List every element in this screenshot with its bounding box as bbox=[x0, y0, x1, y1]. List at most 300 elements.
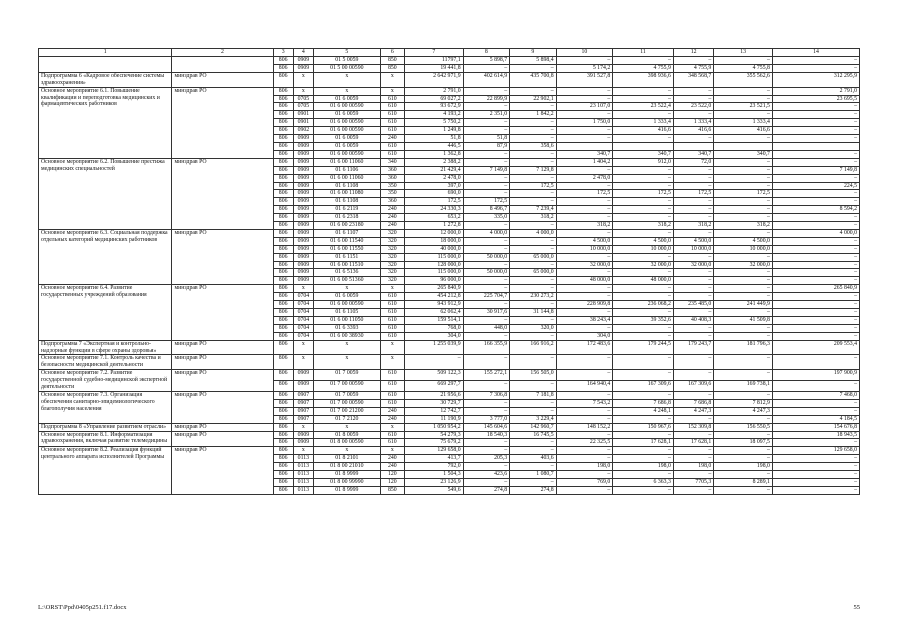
budget-code-cell: 240 bbox=[380, 463, 404, 471]
budget-code-cell: 0705 bbox=[293, 103, 313, 111]
amount-cell: 4 247,3 bbox=[673, 407, 713, 415]
amount-cell: 4 248,1 bbox=[613, 407, 674, 415]
budget-code-cell: 01 6 00 23180 bbox=[313, 222, 380, 230]
amount-cell: 7705,3 bbox=[673, 478, 713, 486]
budget-code-cell: 806 bbox=[273, 182, 293, 190]
table-row bbox=[39, 431, 860, 439]
budget-code-cell: 01 6 0059 bbox=[313, 95, 380, 103]
amount-cell: 448,0 bbox=[463, 324, 510, 332]
amount-cell: 172,5 bbox=[463, 198, 510, 206]
amount-cell: 340,7 bbox=[613, 150, 674, 158]
amount-cell: 549,6 bbox=[404, 486, 463, 494]
budget-code-cell: 01 8 9999 bbox=[313, 471, 380, 479]
page-number: 55 bbox=[853, 604, 860, 611]
budget-code-cell: 806 bbox=[273, 190, 293, 198]
amount-cell: 4 755,9 bbox=[613, 64, 674, 72]
amount-cell: – bbox=[772, 150, 859, 158]
executor-cell: минздрав РО bbox=[172, 355, 273, 370]
amount-cell: 152 309,8 bbox=[673, 423, 713, 431]
amount-cell: 10 000,0 bbox=[714, 245, 773, 253]
amount-cell: 416,6 bbox=[714, 127, 773, 135]
budget-code-cell: 610 bbox=[380, 301, 404, 309]
amount-cell: – bbox=[463, 301, 510, 309]
amount-cell: 318,2 bbox=[673, 222, 713, 230]
amount-cell: – bbox=[772, 486, 859, 494]
amount-cell: – bbox=[772, 439, 859, 447]
amount-cell: 1 050 954,2 bbox=[404, 423, 463, 431]
amount-cell: 209 553,4 bbox=[772, 340, 859, 355]
executor-cell bbox=[172, 57, 273, 73]
amount-cell: – bbox=[714, 95, 773, 103]
budget-code-cell: 806 bbox=[273, 95, 293, 103]
amount-cell: 12 000,0 bbox=[404, 229, 463, 237]
budget-code-cell: 240 bbox=[380, 407, 404, 415]
amount-cell: – bbox=[556, 431, 613, 439]
budget-code-cell: x bbox=[293, 423, 313, 431]
amount-cell: – bbox=[556, 309, 613, 317]
budget-code-cell: 806 bbox=[273, 269, 293, 277]
budget-code-cell: 806 bbox=[273, 206, 293, 214]
budget-code-cell: 0705 bbox=[293, 95, 313, 103]
amount-cell: 348 568,7 bbox=[673, 72, 713, 87]
amount-cell: 4 247,3 bbox=[714, 407, 773, 415]
amount-cell: 8 289,1 bbox=[714, 478, 773, 486]
amount-cell: 304,0 bbox=[404, 332, 463, 340]
amount-cell: – bbox=[714, 214, 773, 222]
amount-cell: 2 478,0 bbox=[404, 174, 463, 182]
amount-cell: 12 742,7 bbox=[404, 407, 463, 415]
amount-cell: 129 658,0 bbox=[404, 447, 463, 455]
amount-cell: – bbox=[714, 277, 773, 285]
amount-cell: – bbox=[772, 455, 859, 463]
budget-code-cell: 01 6 00 11510 bbox=[313, 261, 380, 269]
amount-cell: – bbox=[463, 158, 510, 166]
amount-cell: – bbox=[510, 407, 557, 415]
amount-cell: 4 500,0 bbox=[556, 237, 613, 245]
amount-cell: 156 505,0 bbox=[510, 370, 557, 381]
amount-cell: 32 000,0 bbox=[714, 261, 773, 269]
amount-cell bbox=[772, 142, 859, 150]
amount-cell: – bbox=[714, 87, 773, 95]
amount-cell: – bbox=[463, 64, 510, 72]
table-row bbox=[39, 340, 860, 355]
budget-code-cell: 01 6 00 11060 bbox=[313, 158, 380, 166]
budget-code-cell: 0907 bbox=[293, 407, 313, 415]
amount-cell: – bbox=[463, 277, 510, 285]
amount-cell: – bbox=[673, 285, 713, 293]
budget-code-cell: x bbox=[380, 72, 404, 87]
budget-code-cell: 320 bbox=[380, 237, 404, 245]
budget-code-cell: 806 bbox=[273, 463, 293, 471]
program-name-cell: Основное мероприятие 8.2. Реализация функций центрального аппарата исполнителей Программы bbox=[39, 447, 172, 494]
budget-code-cell: 01 8 00 00590 bbox=[313, 439, 380, 447]
amount-cell: 265 840,9 bbox=[404, 285, 463, 293]
amount-cell: 355 562,6 bbox=[714, 72, 773, 87]
amount-cell: 23 695,5 bbox=[772, 95, 859, 103]
amount-cell: 446,5 bbox=[404, 142, 463, 150]
amount-cell: 235 485,0 bbox=[673, 301, 713, 309]
amount-cell: – bbox=[673, 277, 713, 285]
budget-code-cell: 0909 bbox=[293, 269, 313, 277]
amount-cell: 75 679,2 bbox=[404, 439, 463, 447]
budget-code-cell: 610 bbox=[380, 150, 404, 158]
budget-code-cell: 01 6 00 00590 bbox=[313, 301, 380, 309]
amount-cell: – bbox=[714, 253, 773, 261]
budget-code-cell: 806 bbox=[273, 214, 293, 222]
amount-cell: 115 000,0 bbox=[404, 269, 463, 277]
amount-cell: 54 279,3 bbox=[404, 431, 463, 439]
amount-cell: 40 000,0 bbox=[404, 245, 463, 253]
amount-cell: – bbox=[510, 285, 557, 293]
amount-cell: – bbox=[556, 486, 613, 494]
amount-cell: – bbox=[714, 166, 773, 174]
budget-code-cell: x bbox=[313, 72, 380, 87]
amount-cell: 172,5 bbox=[556, 190, 613, 198]
budget-code-cell: 240 bbox=[380, 135, 404, 143]
budget-code-cell: x bbox=[380, 447, 404, 455]
amount-cell: – bbox=[673, 269, 713, 277]
budget-code-cell: 0909 bbox=[293, 150, 313, 158]
amount-cell: – bbox=[673, 214, 713, 222]
amount-cell: – bbox=[510, 127, 557, 135]
amount-cell: – bbox=[673, 87, 713, 95]
column-number-cell: 2 bbox=[172, 49, 273, 57]
amount-cell: – bbox=[613, 293, 674, 301]
executor-cell: минздрав РО bbox=[172, 391, 273, 423]
budget-code-cell: 806 bbox=[273, 119, 293, 127]
amount-cell: – bbox=[714, 285, 773, 293]
amount-cell: – bbox=[510, 332, 557, 340]
amount-cell: – bbox=[673, 206, 713, 214]
amount-cell: – bbox=[714, 370, 773, 381]
amount-cell: – bbox=[613, 324, 674, 332]
amount-cell: 265 840,9 bbox=[772, 285, 859, 293]
amount-cell: – bbox=[772, 198, 859, 206]
budget-code-cell: 806 bbox=[273, 486, 293, 494]
amount-cell: 167 309,6 bbox=[613, 381, 674, 392]
amount-cell: – bbox=[463, 285, 510, 293]
budget-code-cell: 0704 bbox=[293, 309, 313, 317]
amount-cell: – bbox=[510, 439, 557, 447]
amount-cell: 340,7 bbox=[714, 150, 773, 158]
amount-cell: – bbox=[510, 261, 557, 269]
amount-cell: – bbox=[673, 57, 713, 65]
amount-cell: – bbox=[463, 190, 510, 198]
budget-code-cell: 0902 bbox=[293, 127, 313, 135]
budget-code-cell: 0909 bbox=[293, 174, 313, 182]
amount-cell: – bbox=[510, 198, 557, 206]
budget-code-cell: 610 bbox=[380, 391, 404, 399]
budget-code-cell: 0704 bbox=[293, 293, 313, 301]
amount-cell: – bbox=[772, 355, 859, 370]
budget-code-cell: 806 bbox=[273, 447, 293, 455]
budget-code-cell: 0704 bbox=[293, 316, 313, 324]
budget-code-cell: x bbox=[293, 447, 313, 455]
amount-cell: 3 229,4 bbox=[510, 415, 557, 423]
budget-code-cell: 360 bbox=[380, 174, 404, 182]
amount-cell: – bbox=[772, 214, 859, 222]
budget-code-cell: 0909 bbox=[293, 253, 313, 261]
amount-cell: 7 181,8 bbox=[510, 391, 557, 399]
amount-cell: – bbox=[714, 229, 773, 237]
amount-cell: – bbox=[673, 486, 713, 494]
amount-cell: – bbox=[510, 87, 557, 95]
amount-cell: – bbox=[772, 293, 859, 301]
budget-code-cell: 610 bbox=[380, 127, 404, 135]
budget-code-cell: 806 bbox=[273, 72, 293, 87]
amount-cell: – bbox=[772, 253, 859, 261]
amount-cell: 32 000,0 bbox=[613, 261, 674, 269]
amount-cell: 5 898,7 bbox=[463, 57, 510, 65]
amount-cell: – bbox=[510, 399, 557, 407]
amount-cell: 509 122,3 bbox=[404, 370, 463, 381]
amount-cell: 51,8 bbox=[404, 135, 463, 143]
budget-code-cell: 806 bbox=[273, 198, 293, 206]
amount-cell: – bbox=[556, 447, 613, 455]
amount-cell: – bbox=[463, 119, 510, 127]
amount-cell: 318,2 bbox=[613, 222, 674, 230]
amount-cell: 224,5 bbox=[772, 182, 859, 190]
budget-code-cell: 360 bbox=[380, 166, 404, 174]
amount-cell: – bbox=[510, 447, 557, 455]
amount-cell: 4 755,8 bbox=[714, 64, 773, 72]
column-number-cell: 3 bbox=[273, 49, 293, 57]
budget-code-cell: 610 bbox=[380, 439, 404, 447]
amount-cell: – bbox=[556, 293, 613, 301]
budget-code-cell: 240 bbox=[380, 206, 404, 214]
amount-cell: – bbox=[714, 324, 773, 332]
amount-cell: 335,0 bbox=[463, 214, 510, 222]
budget-code-cell: 01 6 0059 bbox=[313, 135, 380, 143]
program-name-cell: Основное мероприятие 6.1. Повышение квалификации и переподготовка медицинских и фармацевтических работников bbox=[39, 87, 172, 158]
amount-cell: – bbox=[673, 332, 713, 340]
amount-cell: 1 750,0 bbox=[556, 119, 613, 127]
budget-code-cell: 806 bbox=[273, 381, 293, 392]
budget-code-cell: 0909 bbox=[293, 64, 313, 72]
amount-cell: – bbox=[463, 261, 510, 269]
amount-cell: 18 540,3 bbox=[463, 431, 510, 439]
amount-cell: – bbox=[772, 407, 859, 415]
amount-cell: 65 000,0 bbox=[510, 253, 557, 261]
budget-code-cell: 610 bbox=[380, 309, 404, 317]
amount-cell: – bbox=[463, 245, 510, 253]
amount-cell: – bbox=[673, 431, 713, 439]
amount-cell: 50 000,0 bbox=[463, 253, 510, 261]
budget-code-cell: x bbox=[293, 340, 313, 355]
amount-cell: 228 909,8 bbox=[556, 301, 613, 309]
amount-cell: – bbox=[714, 309, 773, 317]
budget-code-cell: 240 bbox=[380, 455, 404, 463]
budget-code-cell: x bbox=[293, 72, 313, 87]
amount-cell: – bbox=[510, 190, 557, 198]
amount-cell: – bbox=[772, 237, 859, 245]
budget-code-cell: 01 6 1105 bbox=[313, 309, 380, 317]
budget-code-cell: x bbox=[313, 423, 380, 431]
amount-cell: 32 000,0 bbox=[556, 261, 613, 269]
amount-cell: 1 333,4 bbox=[673, 119, 713, 127]
amount-cell: 4 184,5 bbox=[772, 415, 859, 423]
column-number-cell: 1 bbox=[39, 49, 172, 57]
amount-cell: – bbox=[772, 127, 859, 135]
amount-cell bbox=[714, 142, 773, 150]
budget-code-cell: 610 bbox=[380, 111, 404, 119]
budget-code-cell: 0907 bbox=[293, 391, 313, 399]
amount-cell: 51,8 bbox=[463, 135, 510, 143]
amount-cell: – bbox=[556, 135, 613, 143]
amount-cell: 454 212,8 bbox=[404, 293, 463, 301]
budget-code-cell: 610 bbox=[380, 95, 404, 103]
amount-cell: – bbox=[463, 332, 510, 340]
amount-cell: – bbox=[556, 95, 613, 103]
budget-code-cell: 320 bbox=[380, 253, 404, 261]
budget-code-cell: 806 bbox=[273, 127, 293, 135]
budget-code-cell: x bbox=[380, 423, 404, 431]
amount-cell: 179 243,7 bbox=[673, 340, 713, 355]
amount-cell: – bbox=[556, 391, 613, 399]
amount-cell: – bbox=[463, 478, 510, 486]
budget-code-cell: 01 6 00 00590 bbox=[313, 127, 380, 135]
budget-code-cell: 806 bbox=[273, 332, 293, 340]
budget-code-cell: 01 6 00 38930 bbox=[313, 332, 380, 340]
amount-cell: 7 812,9 bbox=[714, 399, 773, 407]
amount-cell: – bbox=[463, 174, 510, 182]
budget-code-cell: 806 bbox=[273, 355, 293, 370]
amount-cell: – bbox=[556, 214, 613, 222]
budget-code-cell: 01 7 00 00590 bbox=[313, 399, 380, 407]
amount-cell: – bbox=[613, 95, 674, 103]
budget-code-cell: 0113 bbox=[293, 463, 313, 471]
amount-cell: – bbox=[772, 261, 859, 269]
amount-cell: – bbox=[673, 229, 713, 237]
amount-cell: – bbox=[613, 111, 674, 119]
budget-code-cell: 0909 bbox=[293, 261, 313, 269]
amount-cell: 62 062,4 bbox=[404, 309, 463, 317]
budget-table-sheet bbox=[38, 48, 860, 495]
budget-code-cell: 01 6 00 00590 bbox=[313, 150, 380, 158]
amount-cell: 18 000,0 bbox=[404, 237, 463, 245]
budget-code-cell: 01 8 00 21010 bbox=[313, 463, 380, 471]
amount-cell: 236 068,2 bbox=[613, 301, 674, 309]
budget-code-cell: 01 7 0059 bbox=[313, 391, 380, 399]
amount-cell: – bbox=[463, 355, 510, 370]
amount-cell: – bbox=[714, 206, 773, 214]
amount-cell: 8 496,7 bbox=[463, 206, 510, 214]
amount-cell: – bbox=[556, 111, 613, 119]
amount-cell: – bbox=[714, 135, 773, 143]
amount-cell: – bbox=[714, 391, 773, 399]
amount-cell: 1 842,2 bbox=[510, 111, 557, 119]
amount-cell: – bbox=[463, 447, 510, 455]
budget-code-cell: 806 bbox=[273, 293, 293, 301]
amount-cell: – bbox=[556, 269, 613, 277]
amount-cell: – bbox=[510, 316, 557, 324]
amount-cell: 30 917,6 bbox=[463, 309, 510, 317]
budget-code-cell: 01 6 00 00590 bbox=[313, 103, 380, 111]
amount-cell: 1 504,3 bbox=[404, 471, 463, 479]
budget-code-cell: 806 bbox=[273, 87, 293, 95]
amount-cell: – bbox=[714, 447, 773, 455]
executor-cell: минздрав РО bbox=[172, 447, 273, 494]
amount-cell: 403,6 bbox=[510, 455, 557, 463]
amount-cell: 48 000,0 bbox=[613, 277, 674, 285]
budget-code-cell: x bbox=[313, 447, 380, 455]
budget-code-cell: 01 6 1107 bbox=[313, 229, 380, 237]
column-number-cell: 11 bbox=[613, 49, 674, 57]
amount-cell: – bbox=[510, 103, 557, 111]
amount-cell: – bbox=[613, 57, 674, 65]
budget-code-cell: 0704 bbox=[293, 332, 313, 340]
amount-cell: – bbox=[556, 206, 613, 214]
budget-code-cell: 610 bbox=[380, 119, 404, 127]
amount-cell: – bbox=[510, 222, 557, 230]
amount-cell: – bbox=[772, 190, 859, 198]
amount-cell: 2 388,2 bbox=[404, 158, 463, 166]
budget-code-cell: 0909 bbox=[293, 135, 313, 143]
budget-code-cell: x bbox=[293, 285, 313, 293]
budget-code-cell: 01 6 0059 bbox=[313, 111, 380, 119]
amount-cell: – bbox=[772, 174, 859, 182]
budget-code-cell: 01 6 1151 bbox=[313, 253, 380, 261]
executor-cell: минздрав РО bbox=[172, 87, 273, 158]
amount-cell: – bbox=[772, 119, 859, 127]
amount-cell: – bbox=[613, 174, 674, 182]
amount-cell: – bbox=[673, 182, 713, 190]
amount-cell: 4 500,0 bbox=[613, 237, 674, 245]
budget-code-cell: x bbox=[380, 355, 404, 370]
amount-cell: 4 000,0 bbox=[510, 229, 557, 237]
budget-code-cell: 0909 bbox=[293, 57, 313, 65]
amount-cell: – bbox=[673, 135, 713, 143]
amount-cell: – bbox=[510, 463, 557, 471]
budget-code-cell: 610 bbox=[380, 324, 404, 332]
budget-code-cell: 01 6 2318 bbox=[313, 214, 380, 222]
budget-code-cell: 0909 bbox=[293, 381, 313, 392]
table-row bbox=[39, 423, 860, 431]
program-name-cell: Основное мероприятие 8.1. Информатизация здравоохранения, включая развитие телемедицины bbox=[39, 431, 172, 447]
amount-cell: – bbox=[510, 158, 557, 166]
amount-cell: – bbox=[613, 332, 674, 340]
column-number-cell: 6 bbox=[380, 49, 404, 57]
column-number-cell: 12 bbox=[673, 49, 713, 57]
budget-code-cell: 610 bbox=[380, 103, 404, 111]
column-number-cell: 7 bbox=[404, 49, 463, 57]
amount-cell: – bbox=[510, 301, 557, 309]
amount-cell: 16 745,5 bbox=[510, 431, 557, 439]
amount-cell: – bbox=[463, 381, 510, 392]
budget-code-cell: 0909 bbox=[293, 166, 313, 174]
amount-cell: 312 295,9 bbox=[772, 72, 859, 87]
amount-cell: 653,2 bbox=[404, 214, 463, 222]
amount-cell: – bbox=[673, 355, 713, 370]
budget-code-cell: 01 6 00 11080 bbox=[313, 190, 380, 198]
amount-cell: 318,2 bbox=[510, 214, 557, 222]
program-name-cell: Подпрограмма 7 «Экспертная и контрольно-надзорные функции в сфере охраны здоровья» bbox=[39, 340, 172, 355]
executor-cell: минздрав РО bbox=[172, 370, 273, 392]
budget-code-cell: 610 bbox=[380, 399, 404, 407]
amount-cell bbox=[613, 142, 674, 150]
amount-cell: – bbox=[673, 95, 713, 103]
amount-cell: 205,3 bbox=[463, 455, 510, 463]
budget-code-cell: 806 bbox=[273, 370, 293, 381]
budget-code-cell: 610 bbox=[380, 142, 404, 150]
budget-code-cell: 240 bbox=[380, 222, 404, 230]
amount-cell: 30 729,7 bbox=[404, 399, 463, 407]
amount-cell: – bbox=[673, 471, 713, 479]
amount-cell: 320,0 bbox=[510, 324, 557, 332]
amount-cell: 7 129,8 bbox=[510, 166, 557, 174]
amount-cell: – bbox=[556, 415, 613, 423]
amount-cell: 181 796,3 bbox=[714, 340, 773, 355]
